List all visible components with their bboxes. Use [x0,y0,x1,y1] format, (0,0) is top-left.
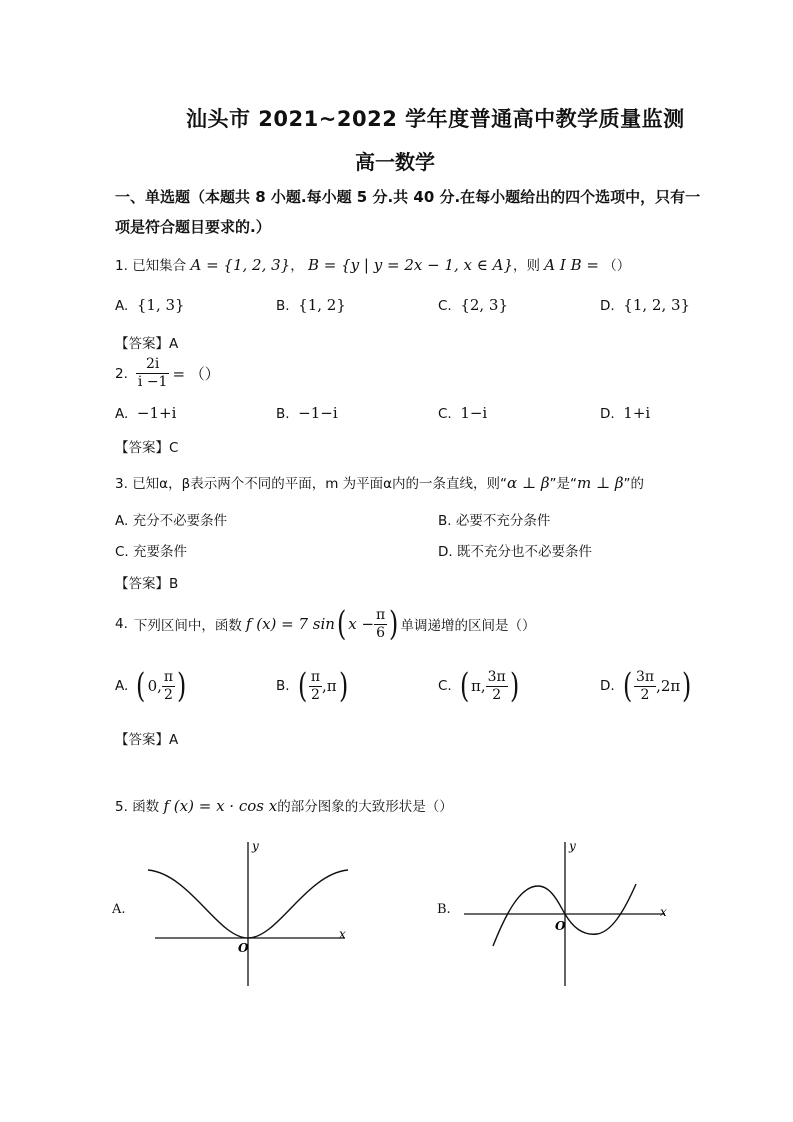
graph-a-y-label: y [252,839,259,853]
q4-option-b [276,666,350,706]
q4-fraction-numerator: π [376,606,386,623]
paren-close: ) [338,666,348,706]
q5-post: 的部分图象的大致形状是（） [277,799,453,815]
q4-option-c-left: π, [470,677,486,695]
q1-set-b: B = {y | y = 2x − 1, x ∈ A} [308,256,513,274]
option-letter: A. [115,298,129,314]
paren-open: ( [136,666,146,706]
q3-answer [115,572,178,592]
fraction-denominator: 2 [310,686,320,703]
q4-fraction-denominator: 6 [376,624,386,641]
q4-number: 4. [115,616,128,632]
q4-option-d-fraction [634,669,656,704]
option-letter: C. [438,298,452,314]
graph-a-label: A. [112,902,126,917]
q1-answer-value: A [169,336,179,352]
q3-option-b [438,509,550,529]
graph-b [460,836,675,991]
q2-fraction-denominator: i −1 [137,374,168,390]
q2-answer-value: C [169,440,179,456]
fraction-numerator: π [163,668,174,685]
answer-label: 【答案】 [115,336,169,352]
q4-option-a-left: 0, [147,677,162,695]
q3-option-a [115,509,227,529]
option-letter: A. [115,678,129,694]
q1-option-d [600,296,690,314]
graph-a-x-label: x [339,927,346,941]
option-letter: C. [115,544,129,560]
option-letter: B. [438,513,452,529]
question-5 [115,795,453,815]
option-letter: B. [276,298,290,314]
answer-label: 【答案】 [115,440,169,456]
fraction-numerator: 3π [487,668,506,685]
q2-number: 2. [115,365,128,382]
q2-post: = （） [172,365,220,383]
q5-prefix: 函数 [132,799,160,815]
option-letter: C. [438,678,452,694]
q3-mid: ”是“ [549,476,577,492]
q4-func: f (x) = 7 sin [245,615,335,633]
paren-close: ) [682,666,692,706]
q3-option-c-value: 充要条件 [133,544,188,560]
fraction-denominator: 2 [640,686,650,703]
option-letter: D. [600,678,615,694]
q4-fraction [374,607,387,642]
option-letter: B. [276,406,290,422]
q1-paren: （） [603,258,631,274]
question-4 [115,604,535,644]
option-letter: D. [600,406,615,422]
q2-option-d-value: 1+i [623,404,651,422]
q4-prefix: 下列区间中，函数 [133,618,242,634]
answer-label: 【答案】 [115,732,169,748]
option-letter: A. [115,406,129,422]
q4-option-c [438,666,521,706]
q1-option-a [115,296,185,314]
graph-a [140,836,360,991]
graph-a-origin: O [238,941,249,955]
q2-option-c [438,404,487,422]
fraction-numerator: 3π [635,668,655,685]
q4-left-paren: ( [336,604,347,644]
paren-close: ) [509,666,520,706]
q2-option-d [600,404,650,422]
q2-option-a-value: −1+i [136,404,177,422]
q4-option-c-fraction [486,669,508,704]
q3-end: ”的 [623,476,645,492]
graph-b-y-label: y [569,839,576,853]
question-1 [115,254,630,274]
q1-expr: A I B = [544,256,599,274]
q1-number: 1. [115,258,128,274]
q1-set-a: A = {1, 2, 3} [190,256,291,274]
page-subtitle: 高一数学 [355,150,435,174]
q1-option-c-value: {2, 3} [460,296,509,314]
fraction-numerator: π [310,668,321,685]
q1-post: ，则 [513,258,540,274]
q1-option-b-value: {1, 2} [298,296,346,314]
paren-open: ( [297,666,307,706]
paren-close: ) [177,666,187,706]
q2-fraction [136,356,170,391]
q1-option-a-value: {1, 3} [136,296,185,314]
q1-sep: ， [290,258,304,274]
answer-label: 【答案】 [115,576,169,592]
q4-option-d-right: ,2π [656,677,681,695]
q3-option-b-value: 必要不充分条件 [455,513,551,529]
q3-cond2: m ⊥ β [577,474,624,492]
q1-prefix: 已知集合 [132,258,187,274]
section-heading-line1: 一、单选题（本题共 8 小题.每小题 5 分.共 40 分.在每小题给出的四个选项中，只有一 [115,188,701,206]
q4-option-a-fraction [162,669,175,704]
section-heading-line2: 项是符合题目要求的.） [115,218,271,236]
q3-answer-value: B [169,576,179,592]
paren-open: ( [459,666,469,706]
q3-option-d-value: 既不充分也不必要条件 [456,544,592,560]
q2-option-a [115,404,176,422]
q4-option-a [115,666,188,706]
question-2 [115,356,220,391]
q4-inner: x − [348,615,375,633]
fraction-denominator: 2 [164,686,173,703]
graph-b-x-label: x [660,905,667,919]
q4-answer [115,728,178,748]
q4-option-b-right: ,π [322,677,337,695]
question-3 [115,472,644,492]
q3-option-d [438,540,592,560]
option-letter: B. [276,678,290,694]
option-letter: C. [438,406,452,422]
q4-post: 单调递增的区间是（） [400,618,536,634]
q3-number: 3. [115,476,128,492]
q4-option-d [600,666,694,706]
q1-option-c [438,296,508,314]
option-letter: D. [600,298,615,314]
q4-answer-value: A [169,732,179,748]
graph-b-origin: O [555,919,566,933]
option-letter: D. [438,544,453,560]
q4-right-paren: ) [389,604,399,644]
q3-text: 已知α，β表示两个不同的平面，m 为平面α内的一条直线，则“ [132,476,508,492]
q1-answer [115,332,178,352]
graph-b-label: B. [437,902,451,917]
q1-option-d-value: {1, 2, 3} [623,296,691,314]
q4-option-b-fraction [309,669,322,704]
q1-option-b [276,296,346,314]
page-title: 汕头市 2021~2022 学年度普通高中教学质量监测 [186,107,685,131]
q2-answer [115,436,178,456]
q2-option-b [276,404,338,422]
q5-func: f (x) = x · cos x [163,797,278,815]
q2-option-b-value: −1−i [298,404,338,422]
q3-cond1: α ⊥ β [507,474,550,492]
paren-open: ( [622,666,632,706]
q3-option-c [115,540,187,560]
option-letter: A. [115,513,129,529]
q2-fraction-numerator: 2i [136,356,170,374]
fraction-denominator: 2 [492,686,502,703]
q5-number: 5. [115,799,128,815]
q2-option-c-value: 1−i [460,404,488,422]
q3-option-a-value: 充分不必要条件 [132,513,228,529]
